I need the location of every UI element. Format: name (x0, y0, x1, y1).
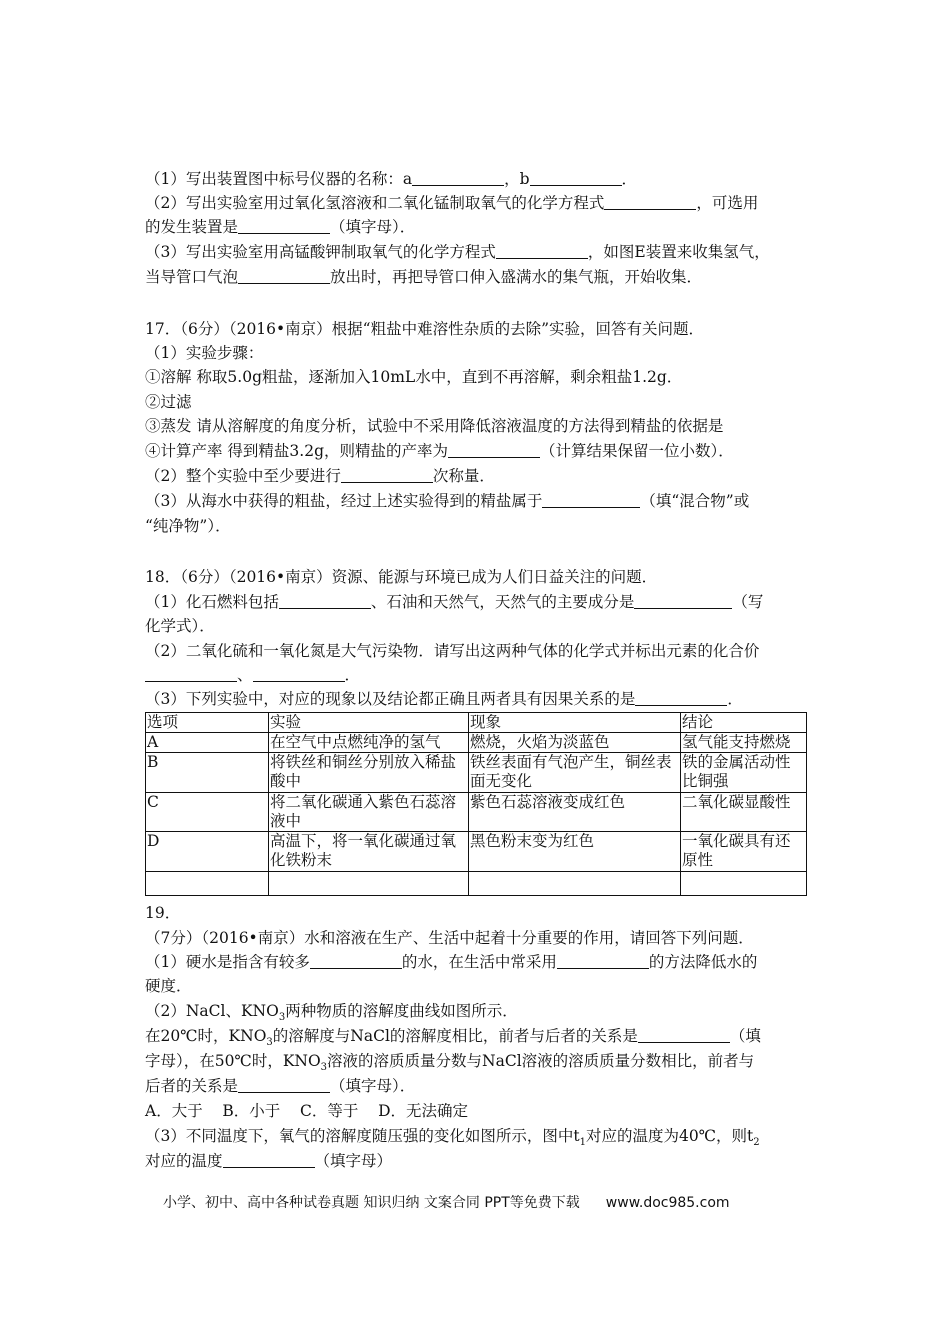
answer-blank (557, 952, 649, 969)
q17-step-dissolve: ①溶解 称取5.0g粗盐，逐渐加入10mL水中，直到不再溶解，剩余粗盐1.2g． (145, 368, 683, 386)
table-cell: A (146, 733, 269, 753)
q18-part1-end: （写 (732, 593, 764, 611)
q17-step-yield-end: （计算结果保留一位小数）． (540, 442, 734, 460)
table-cell (146, 872, 269, 896)
q16-part3-end: ，如图E装置来收集氢气， (587, 243, 770, 261)
q16-part1 (145, 168, 637, 190)
table-cell: B (146, 753, 269, 793)
q17-part3-cont: “纯净物”）． (145, 517, 231, 535)
q17-part3-text: （3）从海水中获得的粗盐，经过上述实验得到的精盐属于 (145, 492, 543, 510)
answer-blank (530, 169, 622, 186)
answer-blank (496, 242, 588, 259)
q16-part1-text: （1）写出装置图中标号仪器的名称：a (145, 170, 413, 188)
q18-part2-sep: 、 (237, 666, 253, 684)
answer-blank (238, 1076, 330, 1093)
q19-part1-text: （1）硬水是指含有较多 (145, 953, 310, 971)
q17-title: 17．（6分）（2016•南京）根据“粗盐中难溶性杂质的去除”实验，回答有关问题． (145, 320, 705, 338)
table-header-cell: 选项 (146, 713, 269, 733)
subscript: 3 (278, 1012, 286, 1024)
answer-blank (238, 217, 330, 234)
answer-blank (238, 267, 330, 284)
table-row (146, 753, 807, 793)
answer-blank (412, 169, 504, 186)
q18-part3-end: ． (727, 690, 743, 708)
footer-text: 小学、初中、高中各种试卷真题 知识归纳 文案合同 PPT等免费下载 (163, 1195, 580, 1211)
table-cell: 在空气中点燃纯净的氢气 (269, 733, 469, 753)
q16-part2 (145, 192, 758, 214)
q18-part2-end: ． (344, 666, 361, 684)
answer-blank (223, 1151, 315, 1168)
q19-part2-q2-text-b: 溶液的溶质质量分数与NaCl溶液的溶质质量分数相比，前者与 (327, 1052, 755, 1070)
table-cell: 铁的金属活动性比铜强 (681, 753, 807, 793)
q18-options-table (145, 712, 807, 896)
table-row (146, 733, 807, 753)
q17-part2-end: 次称量． (432, 467, 495, 485)
subscript: 3 (266, 1037, 273, 1049)
answer-blank (542, 491, 640, 508)
q19-part2-q1 (145, 1025, 761, 1047)
table-cell (469, 872, 681, 896)
q19-part1 (145, 951, 757, 973)
table-cell (681, 872, 807, 896)
q19-part2-q2-text-a: 字母），在50℃时，KNO (145, 1052, 321, 1070)
table-cell: 氢气能支持燃烧 (681, 733, 807, 753)
table-cell: 一氧化碳具有还原性 (681, 832, 807, 872)
table-cell: 燃烧，火焰为淡蓝色 (469, 733, 681, 753)
q19-part3-cont-text: 对应的温度 (145, 1152, 223, 1170)
q19-part2-q2-cont-end: （填字母）． (330, 1077, 416, 1095)
q19-part1-cont: 硬度． (145, 977, 192, 995)
table-header-row (146, 713, 807, 733)
q17-step-header: （1）实验步骤： (145, 344, 264, 362)
q19-part2-text-a: （2）NaCl、KNO (145, 1002, 279, 1020)
q16-part2-cont (145, 216, 415, 238)
table-row (146, 793, 807, 832)
q17-step-evaporate: ③蒸发 请从溶解度的角度分析，试验中不采用降低溶液温度的方法得到精盐的依据是 (145, 417, 724, 435)
q18-part2-blanks (145, 664, 360, 686)
table-row (146, 832, 807, 872)
q19-part3-text-a: （3）不同温度下，氧气的溶解度随压强的变化如图所示，图中t (145, 1127, 580, 1145)
page-footer (163, 1192, 730, 1212)
table-cell: 高温下，将一氧化碳通过氧化铁粉末 (269, 832, 469, 872)
table-cell: C (146, 793, 269, 832)
q18-part1-cont: 化学式）． (145, 617, 215, 635)
table-cell: 将铁丝和铜丝分别放入稀盐酸中 (269, 753, 469, 793)
answer-blank (341, 466, 433, 483)
q17-step-yield-text: ④计算产率 得到精盐3.2g，则精盐的产率为 (145, 442, 449, 460)
q16-part3b-end: 放出时，再把导管口伸入盛满水的集气瓶，开始收集． (330, 268, 703, 286)
q19-part1-end: 的方法降低水的 (648, 953, 758, 971)
q16-part2-end: ，可选用 (696, 194, 759, 212)
q16-part3-text: （3）写出实验室用高锰酸钾制取氧气的化学方程式 (145, 243, 496, 261)
table-cell: D (146, 832, 269, 872)
subscript: 2 (753, 1137, 760, 1149)
q17-part3 (145, 490, 749, 512)
q17-step-filter: ②过滤 (145, 393, 192, 411)
q18-part1 (145, 591, 763, 613)
q18-part1-mid: 、石油和天然气，天然气的主要成分是 (370, 593, 635, 611)
q19-part3-cont-end: （填字母） (314, 1152, 393, 1170)
q17-part3-end: （填“混合物”或 (640, 492, 750, 510)
q19-number: 19． (145, 904, 181, 922)
q19-part2-q1-text-b: 的溶解度与NaCl的溶解度相比，前者与后者的关系是 (272, 1027, 638, 1045)
q18-title: 18．（6分）（2016•南京）资源、能源与环境已成为人们日益关注的问题． (145, 568, 658, 586)
table-cell: 黑色粉末变为红色 (469, 832, 681, 872)
q16-part2b-end: （填字母）． (330, 218, 416, 236)
q16-part2-text: （2）写出实验室用过氧化氢溶液和二氧化锰制取氧气的化学方程式 (145, 194, 605, 212)
q19-part2-q2 (145, 1050, 754, 1072)
table-cell: 紫色石蕊溶液变成红色 (469, 793, 681, 832)
answer-blank (604, 193, 696, 210)
answer-blank (448, 441, 540, 458)
answer-blank (145, 665, 237, 682)
q19-part1-mid: 的水，在生活中常采用 (401, 953, 557, 971)
q19-options: A．大于 B．小于 C．等于 D．无法确定 (145, 1102, 468, 1120)
answer-blank (635, 689, 727, 706)
q19-part2-q1-end: （填 (729, 1027, 761, 1045)
table-header-cell: 实验 (269, 713, 469, 733)
q19-part2 (145, 1000, 518, 1022)
q16-part3-cont (145, 266, 702, 288)
table-header-cell: 结论 (681, 713, 807, 733)
table-cell (269, 872, 469, 896)
q19-part2-q2-cont-text: 后者的关系是 (145, 1077, 239, 1095)
q16-part3 (145, 241, 770, 263)
table-row (146, 872, 807, 896)
answer-blank (310, 952, 402, 969)
answer-blank (279, 592, 371, 609)
q18-part3-text: （3）下列实验中，对应的现象以及结论都正确且两者具有因果关系的是 (145, 690, 636, 708)
q17-step-yield (145, 440, 734, 462)
subscript: 1 (579, 1137, 586, 1149)
q17-part2-text: （2）整个实验中至少要进行 (145, 467, 341, 485)
q18-part3 (145, 688, 743, 710)
q19-part2-text-b: 两种物质的溶解度曲线如图所示． (285, 1002, 518, 1020)
footer-url[interactable]: www.doc985.com (605, 1195, 730, 1211)
q18-part1-text: （1）化石燃料包括 (145, 593, 279, 611)
q16-part2b-text: 的发生装置是 (145, 218, 239, 236)
answer-blank (634, 592, 732, 609)
q19-part3-cont (145, 1150, 392, 1172)
table-header-cell: 现象 (469, 713, 681, 733)
table-cell: 将二氧化碳通入紫色石蕊溶液中 (269, 793, 469, 832)
subscript: 3 (320, 1062, 328, 1074)
q16-part1-b-text: ，b (504, 170, 530, 188)
q19-part2-q1-text-a: 在20℃时，KNO (145, 1027, 267, 1045)
table-cell: 铁丝表面有气泡产生，铜丝表面无变化 (469, 753, 681, 793)
q19-part3-text-b: 对应的温度为40℃，则t (585, 1127, 754, 1145)
q17-part2 (145, 465, 495, 487)
q16-part1-end: ． (621, 170, 638, 188)
answer-blank (253, 665, 345, 682)
table-cell: 二氧化碳显酸性 (681, 793, 807, 832)
q19-part3 (145, 1125, 760, 1147)
answer-blank (638, 1026, 730, 1043)
q19-part2-q2-cont (145, 1075, 415, 1097)
q18-part2: （2）二氧化硫和一氧化氮是大气污染物．请写出这两种气体的化学式并标出元素的化合价 (145, 642, 760, 660)
q19-title: （7分）（2016•南京）水和溶液在生产、生活中起着十分重要的作用，请回答下列问题． (145, 929, 754, 947)
q16-part3b-text: 当导管口气泡 (145, 268, 239, 286)
